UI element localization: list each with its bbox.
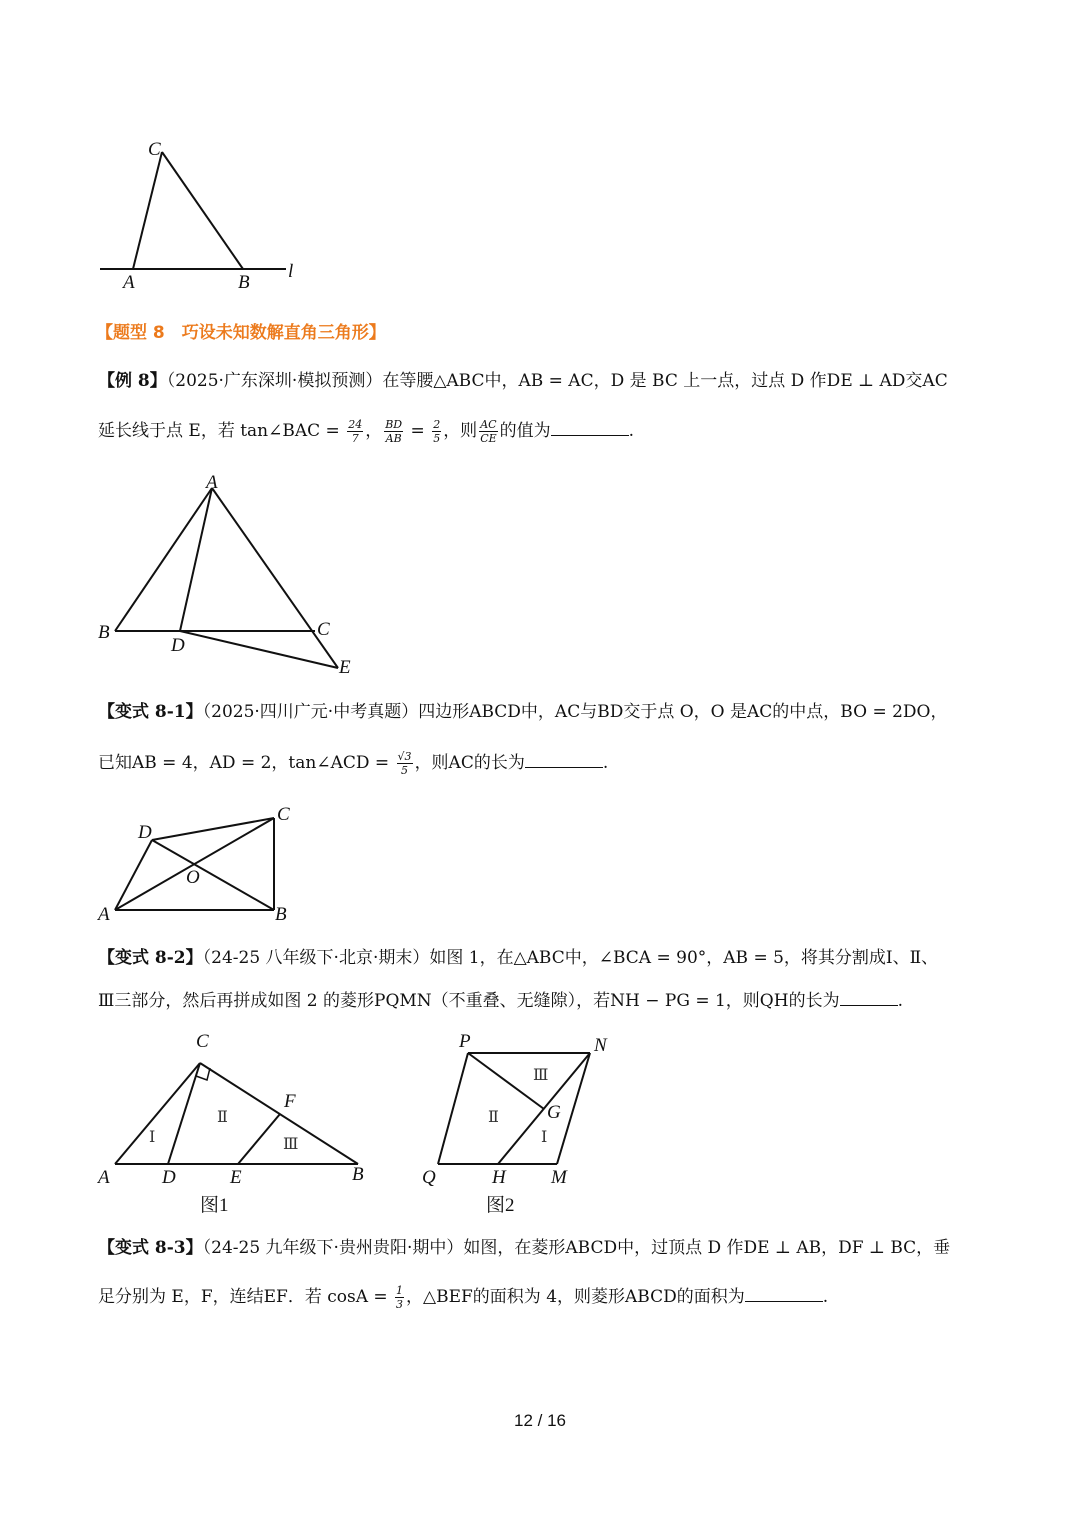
label-e: E	[339, 657, 351, 678]
caption-fig1: 图1	[200, 1195, 229, 1216]
caption-fig2: 图2	[486, 1195, 515, 1216]
label-b: B	[98, 622, 110, 643]
label-l: l	[288, 261, 294, 282]
variant81-tag: 【变式 8-1】	[98, 702, 203, 722]
fraction-one-third: $\frac{1}{3}$	[396, 1284, 404, 1311]
answer-blank-variant81[interactable]	[525, 751, 603, 768]
label-a: A	[123, 272, 135, 293]
label-d: D	[162, 1167, 176, 1188]
variant81-line2: 已知AB = 4，AD = 2，tan∠ACD = $\frac{√3}{5}$ ，则AC的长为 .	[98, 750, 609, 777]
example8-text2: 延长线于点 E，若 tan∠BAC =	[98, 421, 340, 441]
page-number: 12 / 16	[514, 1411, 566, 1430]
label-e: E	[230, 1167, 242, 1188]
fraction-sqrt3-5: $\frac{√3}{5}$	[397, 750, 412, 777]
figure-variant81	[90, 800, 320, 925]
region-iii: Ⅲ	[533, 1067, 549, 1084]
figure-example8	[90, 465, 370, 685]
fraction-bd-ab: $\frac{BD}{AB}$	[385, 418, 403, 445]
variant83-line1: 【变式 8-3】（24-25 九年级下·贵州贵阳·期中）如图，在菱形ABCD中，过顶点 D 作DE ⊥ AB，DF ⊥ BC，垂	[98, 1238, 951, 1258]
label-c: C	[277, 804, 290, 825]
region-i: Ⅰ	[149, 1129, 156, 1146]
figure-variant82-fig1	[90, 1025, 380, 1220]
example8-tag: 【例 8】	[98, 371, 167, 391]
segment-cb	[162, 152, 243, 269]
variant81-line1: 【变式 8-1】（2025·四川广元·中考真题）四边形ABCD中，AC与BD交于点 O，O 是AC的中点，BO = 2DO，	[98, 702, 948, 722]
label-a: A	[98, 1167, 110, 1188]
label-m: M	[551, 1167, 567, 1188]
section-title: 【题型 8 巧设未知数解直角三角形】	[96, 323, 386, 343]
label-h: H	[492, 1167, 506, 1188]
label-a: A	[206, 472, 218, 493]
example8-text1: （2025·广东深圳·模拟预测）在等腰△ABC中，AB = AC，D 是 BC 上一点，过点 D 作DE ⊥ AD交AC	[166, 371, 948, 391]
label-q: Q	[422, 1167, 436, 1188]
figure-variant82-fig2	[410, 1025, 630, 1220]
fraction-tan: $\frac{24}{7}$	[348, 418, 363, 445]
fraction-ratio: $\frac{2}{5}$	[433, 418, 441, 445]
label-n: N	[594, 1035, 607, 1056]
variant82-line1: 【变式 8-2】（24-25 八年级下·北京·期末）如图 1，在△ABC中，∠BCA = 90°，AB = 5，将其分割成Ⅰ、Ⅱ、	[98, 948, 939, 968]
variant82-tag: 【变式 8-2】	[98, 948, 203, 968]
label-c: C	[196, 1031, 209, 1052]
answer-blank-variant83[interactable]	[745, 1285, 823, 1302]
label-o: O	[186, 867, 200, 888]
label-c: C	[148, 139, 161, 160]
figure-triangle-on-line	[90, 130, 320, 300]
example8-line1	[98, 368, 948, 394]
label-p: P	[459, 1031, 471, 1052]
label-d: D	[138, 822, 152, 843]
example8-line2: 延长线于点 E，若 tan∠BAC = $\frac{24}{7}$ ， $\frac{BD}{AB}$ = $\frac{2}{5}$ ，则 $\frac{AC}{CE}$ 的值为 .	[98, 418, 635, 445]
region-i: Ⅰ	[541, 1129, 548, 1146]
label-b: B	[275, 904, 287, 925]
variant82-line2: Ⅲ三部分，然后再拼成如图 2 的菱形PQMN（不重叠、无缝隙），若NH − PG = 1，则QH的长为 .	[98, 991, 903, 1011]
label-g: G	[547, 1102, 561, 1123]
region-iii: Ⅲ	[283, 1136, 299, 1153]
label-b: B	[238, 272, 250, 293]
variant83-tag: 【变式 8-3】	[98, 1238, 203, 1258]
variant83-line2: 足分别为 E，F，连结EF．若 cosA = $\frac{1}{3}$ ，△BEF的面积为 4，则菱形ABCD的面积为 .	[98, 1284, 829, 1311]
label-f: F	[284, 1091, 296, 1112]
label-a: A	[98, 904, 110, 925]
label-d: D	[171, 635, 185, 656]
label-b: B	[352, 1164, 364, 1185]
region-ii: Ⅱ	[217, 1109, 228, 1126]
segment-ac	[133, 152, 162, 269]
region-ii: Ⅱ	[488, 1109, 499, 1126]
fraction-ac-ce: $\frac{AC}{CE}$	[480, 418, 497, 445]
answer-blank-example8[interactable]	[551, 419, 629, 436]
answer-blank-variant82[interactable]	[840, 989, 898, 1006]
label-c: C	[317, 619, 330, 640]
